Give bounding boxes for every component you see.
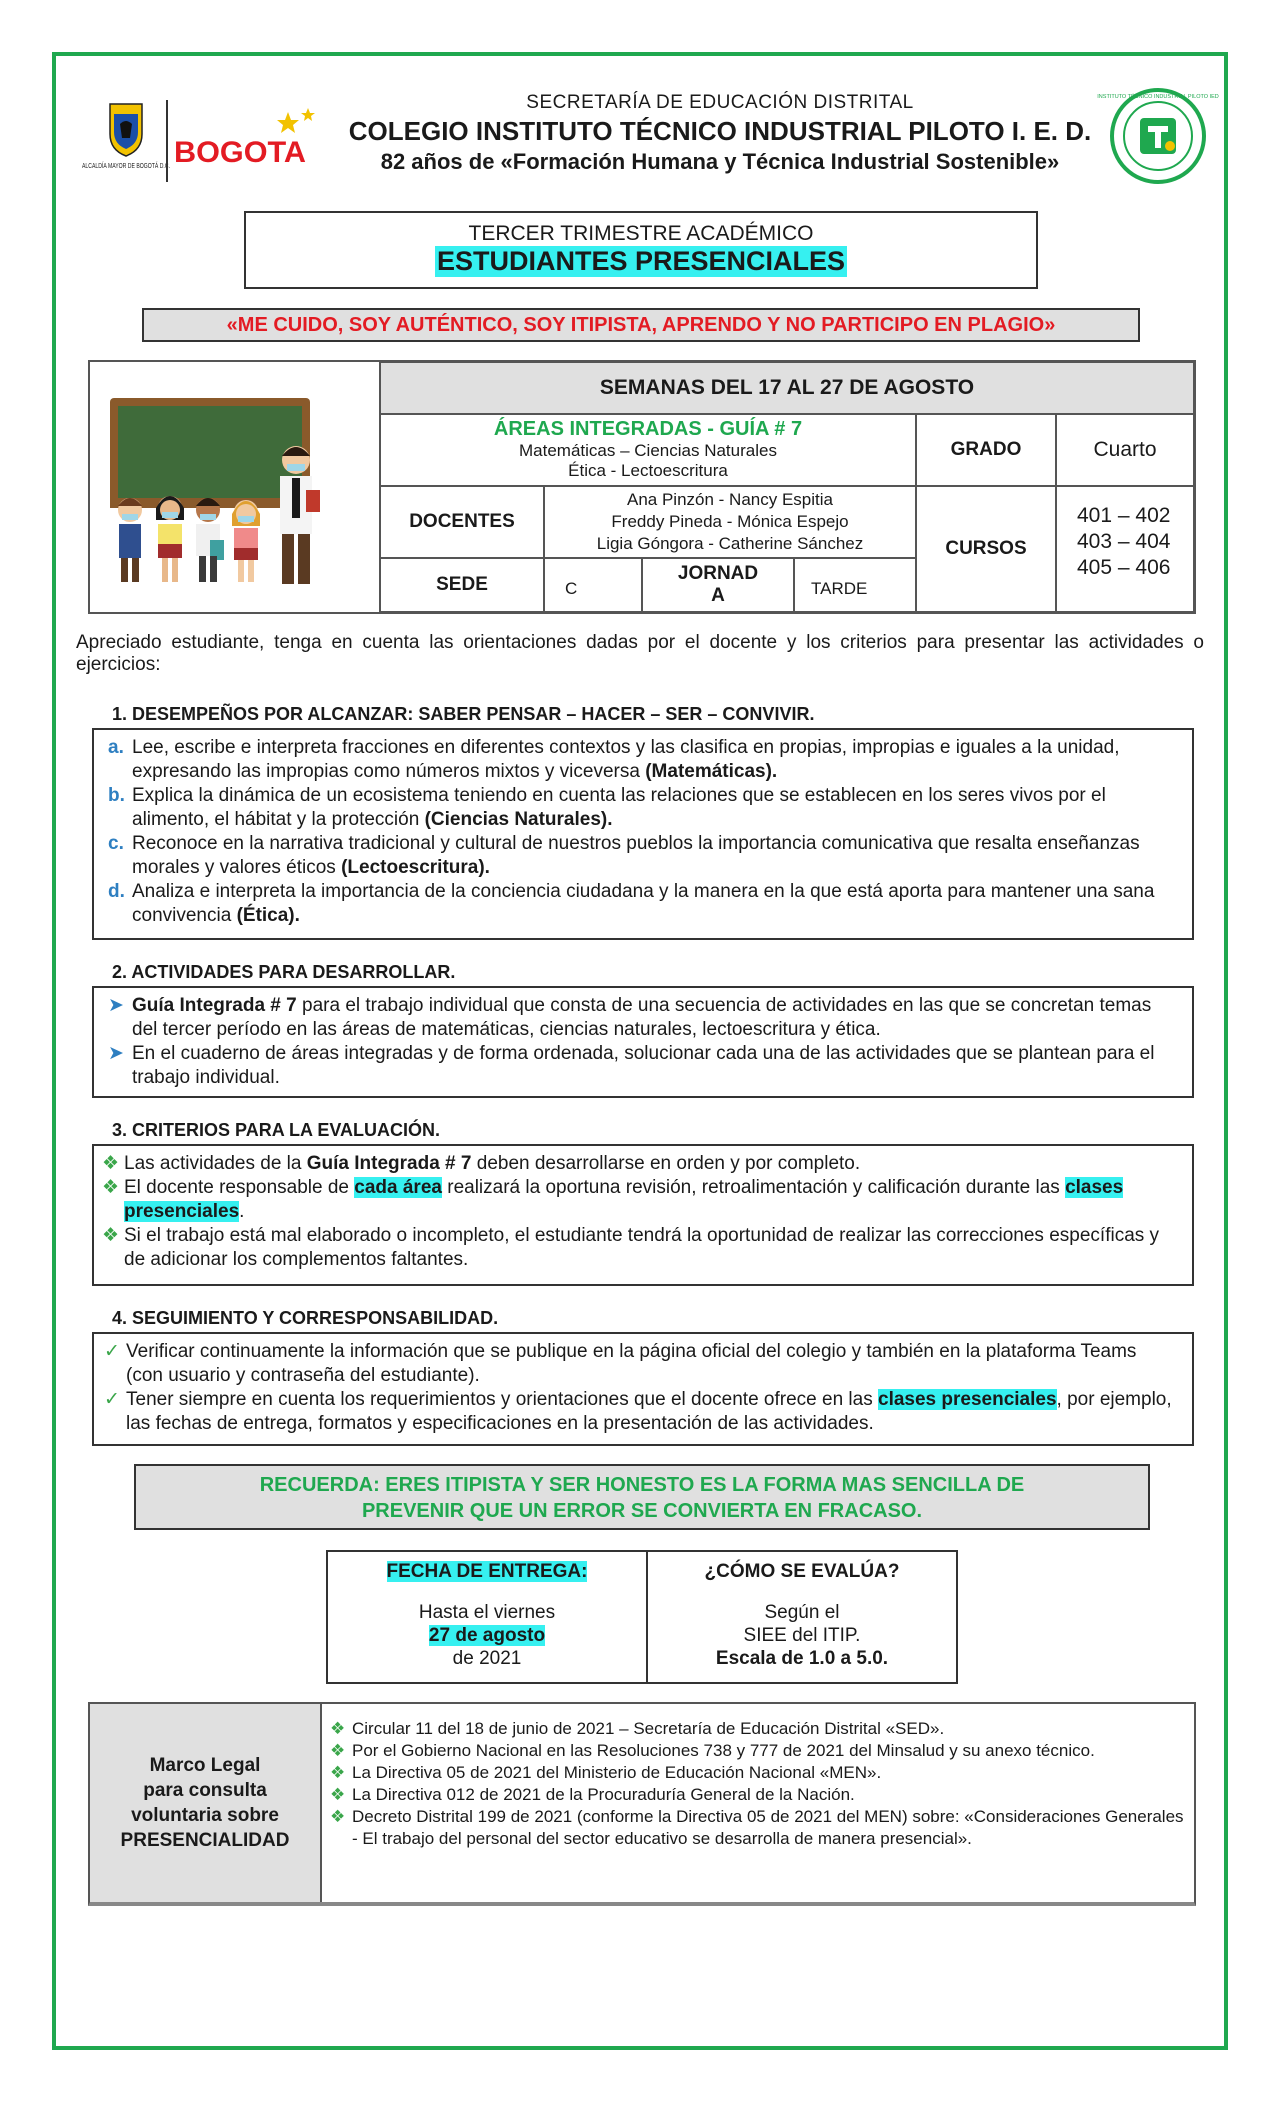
item-text: Por el Gobierno Nacional en las Resoluciones 738 y 777 de 2021 del Minsalud y su anexo técnico. <box>352 1741 1095 1760</box>
school-seal-icon <box>1097 86 1219 186</box>
actividades-box <box>92 986 1194 1098</box>
seguimiento-box <box>92 1332 1194 1446</box>
highlight-text: clases presenciales <box>878 1389 1057 1410</box>
motto-banner: «ME CUIDO, SOY AUTÉNTICO, SOY ITIPISTA, APRENDO Y NO PARTICIPO EN PLAGIO» <box>142 308 1140 342</box>
entrega-col <box>328 1552 648 1682</box>
desempeno-item <box>100 832 1178 880</box>
marco-label-4: PRESENCIALIDAD <box>120 1830 290 1851</box>
grado-label-cell <box>916 414 1056 486</box>
entrega-date: 27 de agosto <box>428 1625 546 1646</box>
students-illustration <box>100 390 340 590</box>
semanas-text: SEMANAS DEL 17 AL 27 DE AGOSTO <box>599 376 975 399</box>
entrega-label: FECHA DE ENTREGA: <box>386 1561 588 1582</box>
alcaldia-text: ALCALDÍA MAYOR DE BOGOTÁ D.C. <box>82 163 203 170</box>
bogota-text: BOGOTA <box>174 136 306 169</box>
evalua-line2: SIEE del ITIP. <box>743 1625 861 1646</box>
estudiantes-title: ESTUDIANTES PRESENCIALES <box>436 246 846 276</box>
diamond-icon: ❖ <box>102 1153 120 1174</box>
item-text: En el cuaderno de áreas integradas y de forma ordenada, solucionar cada una de las actividades que se plantean para el trabajo individual. <box>132 1043 1155 1088</box>
criterio-item <box>100 1176 1178 1224</box>
jornada-value-cell <box>794 558 916 612</box>
diamond-icon: ❖ <box>330 1807 346 1826</box>
docentes-value-cell <box>544 486 916 558</box>
check-icon: ✓ <box>104 1389 120 1410</box>
item-text: Circular 11 del 18 de junio de 2021 – Secretaría de Educación Distrital «SED». <box>352 1719 945 1738</box>
highlight-text: cada área <box>354 1177 442 1198</box>
entrega-year: de 2021 <box>452 1648 522 1669</box>
marco-label-3: voluntaria sobre <box>131 1805 279 1826</box>
docentes-label: DOCENTES <box>409 511 515 532</box>
jornada-value: TARDE <box>811 579 868 598</box>
desempeno-item <box>100 880 1178 928</box>
criterio-item <box>100 1152 1178 1176</box>
recuerda-banner <box>134 1464 1150 1530</box>
section-3-title: 3. CRITERIOS PARA LA EVALUACIÓN. <box>112 1120 441 1140</box>
alcaldia-logo <box>80 100 203 182</box>
recuerda-line-1: RECUERDA: ERES ITIPISTA Y SER HONESTO ES LA FORMA MAS SENCILLA DE <box>259 1474 1025 1496</box>
sede-label: SEDE <box>436 574 488 595</box>
marco-items-cell <box>328 1718 1190 1850</box>
actividad-item <box>100 1042 1178 1090</box>
highlight-text: clases presenciales <box>124 1177 1124 1222</box>
docente-line: Ligia Góngora - Catherine Sánchez <box>596 534 864 553</box>
diamond-icon: ❖ <box>330 1785 346 1804</box>
item-text: . <box>239 1201 245 1222</box>
item-area: (Matemáticas). <box>645 761 778 782</box>
docente-line: Ana Pinzón - Nancy Espitia <box>627 490 833 509</box>
marco-label-1: Marco Legal <box>149 1755 261 1776</box>
item-marker: a. <box>108 737 124 758</box>
arrow-icon: ➤ <box>108 1043 124 1064</box>
diamond-icon: ❖ <box>330 1763 346 1782</box>
item-text: La Directiva 012 de 2021 de la Procuraduría General de la Nación. <box>352 1785 855 1804</box>
areas-cell <box>380 414 916 486</box>
item-text: realizará la oportuna revisión, retroalimentación y calificación durante las <box>441 1177 1066 1198</box>
item-text: Reconoce en la narrativa tradicional y cultural de nuestros pueblos la importancia comunicativa que resalta enseñanzas morales y valores éticos <box>132 833 1140 878</box>
actividad-item <box>100 994 1178 1042</box>
evalua-line3: Escala de 1.0 a 5.0. <box>715 1648 889 1669</box>
cursos-label: CURSOS <box>945 538 1027 559</box>
header-separator <box>166 100 168 182</box>
seguimiento-item <box>100 1340 1178 1388</box>
section-2-title: 2. ACTIVIDADES PARA DESARROLLAR. <box>112 962 456 982</box>
jornada-label-cell <box>642 558 794 612</box>
desempenos-box <box>92 728 1194 940</box>
item-text: El docente responsable de <box>124 1177 355 1198</box>
sede-label-cell <box>380 558 544 612</box>
diamond-icon: ❖ <box>330 1719 346 1738</box>
entrega-table <box>326 1550 958 1684</box>
item-text: para el trabajo individual que consta de una secuencia de actividades en las que se concretan temas del tercer período en las áreas de matemáticas, ciencias naturales, lectoescritura y ética. <box>132 995 1152 1040</box>
item-text: Decreto Distrital 199 de 2021 (conforme la Directiva 05 de 2021 del MEN) sobre: «Consideraciones Generales - El trabajo del personal del sector educativo se desarrolla de manera presencial». <box>352 1807 1184 1848</box>
grado-label: GRADO <box>950 439 1022 460</box>
recuerda-line-2: PREVENIR QUE UN ERROR SE CONVIERTA EN FRACASO. <box>361 1500 923 1522</box>
sede-value-cell <box>544 558 642 612</box>
info-table <box>88 360 1196 614</box>
title-box <box>244 211 1038 289</box>
desempeno-item <box>100 736 1178 784</box>
item-marker: b. <box>108 785 125 806</box>
item-area: (Ciencias Naturales). <box>424 809 613 830</box>
cursos-label-cell <box>916 486 1056 612</box>
bogota-logo <box>170 104 330 182</box>
item-marker: d. <box>108 881 125 902</box>
areas-sub2: Ética - Lectoescritura <box>568 461 728 480</box>
colegio-slogan: 82 años de «Formación Humana y Técnica Industrial Sostenible» <box>380 149 1060 174</box>
marco-label-2: para consulta <box>143 1780 267 1801</box>
desempeno-item <box>100 784 1178 832</box>
item-text: Las actividades de la <box>124 1153 307 1174</box>
guia-bold: Guía Integrada # 7 <box>132 995 297 1016</box>
illustration-cell <box>90 362 380 612</box>
criterios-box <box>92 1144 1194 1286</box>
evalua-line1: Según el <box>764 1602 840 1623</box>
curso-line: 405 – 406 <box>1077 556 1171 579</box>
trimestre-title: TERCER TRIMESTRE ACADÉMICO <box>468 222 814 245</box>
item-text: , por ejemplo, las fechas de entrega, formatos y especificaciones en la presentación de las actividades. <box>126 1389 1172 1434</box>
curso-line: 401 – 402 <box>1077 504 1171 527</box>
criterio-item <box>100 1224 1178 1272</box>
diamond-icon: ❖ <box>102 1225 120 1246</box>
sede-value: C <box>565 579 578 598</box>
diamond-icon: ❖ <box>330 1741 346 1760</box>
evalua-col <box>648 1552 956 1682</box>
header-text <box>330 92 1110 175</box>
jornada-label-2: A <box>711 585 725 606</box>
item-text: deben desarrollarse en orden y por completo. <box>471 1153 861 1174</box>
diamond-icon: ❖ <box>102 1177 120 1198</box>
marco-item <box>328 1806 1190 1850</box>
grado-value-cell <box>1056 414 1194 486</box>
check-icon: ✓ <box>104 1341 120 1362</box>
item-text: Si el trabajo está mal elaborado o incompleto, el estudiante tendrá la oportunidad de realizar las correcciones específicas y de adicionar los complementos faltantes. <box>124 1225 1160 1270</box>
areas-title: ÁREAS INTEGRADAS - GUÍA # 7 <box>493 418 803 440</box>
marco-item <box>328 1718 1190 1740</box>
cursos-value-cell <box>1056 486 1194 612</box>
item-text: Lee, escribe e interpreta fracciones en diferentes contextos y las clasifica en propias, impropias e iguales a la unidad, expresando las impropias como números mixtos y viceversa <box>132 737 1120 782</box>
marco-item <box>328 1740 1190 1762</box>
item-text: Tener siempre en cuenta los requerimientos y orientaciones que el docente ofrece en las <box>126 1389 878 1410</box>
marco-legal-table <box>88 1702 1196 1906</box>
docentes-label-cell <box>380 486 544 558</box>
areas-sub1: Matemáticas – Ciencias Naturales <box>519 441 777 460</box>
semanas-cell <box>380 362 1194 414</box>
jornada-label-1: JORNAD <box>677 563 759 584</box>
colegio-title: COLEGIO INSTITUTO TÉCNICO INDUSTRIAL PILOTO I. E. D. <box>348 116 1092 146</box>
intro-paragraph: Apreciado estudiante, tenga en cuenta las orientaciones dadas por el docente y los criterios para presentar las actividades o ejercicios: <box>76 632 1204 675</box>
marco-label-cell <box>90 1704 322 1902</box>
secretaria-title: SECRETARÍA DE EDUCACIÓN DISTRITAL <box>526 92 914 113</box>
section-1-title: 1. DESEMPEÑOS POR ALCANZAR: SABER PENSAR – HACER – SER – CONVIVIR. <box>112 704 815 724</box>
docente-line: Freddy Pineda - Mónica Espejo <box>611 512 849 531</box>
section-4-title: 4. SEGUIMIENTO Y CORRESPONSABILIDAD. <box>112 1308 499 1328</box>
guia-bold: Guía Integrada # 7 <box>306 1153 472 1174</box>
seal-text: INSTITUTO TÉCNICO INDUSTRIAL PILOTO IED <box>1097 94 1219 100</box>
item-text: Verificar continuamente la información que se publique en la página oficial del colegio y también en la plataforma Teams (con usuario y contraseña del estudiante). <box>126 1341 1137 1386</box>
evalua-label: ¿CÓMO SE EVALÚA? <box>704 1561 900 1582</box>
item-marker: c. <box>108 833 124 854</box>
marco-item <box>328 1784 1190 1806</box>
item-text: Explica la dinámica de un ecosistema teniendo en cuenta las relaciones que se establecen en los seres vivos por el alimento, el hábitat y la protección <box>132 785 1106 830</box>
item-area: (Ética). <box>236 905 300 926</box>
item-text: Analiza e interpreta la importancia de la conciencia ciudadana y la manera en la que está aporta para mantener una sana convivencia <box>132 881 1155 926</box>
arrow-icon: ➤ <box>108 995 124 1016</box>
item-area: (Lectoescritura). <box>341 857 490 878</box>
marco-item <box>328 1762 1190 1784</box>
curso-line: 403 – 404 <box>1077 530 1171 553</box>
entrega-line1: Hasta el viernes <box>418 1602 556 1623</box>
grado-value: Cuarto <box>1093 438 1157 461</box>
item-text: La Directiva 05 de 2021 del Ministerio de Educación Nacional «MEN». <box>352 1763 882 1782</box>
seguimiento-item <box>100 1388 1178 1436</box>
